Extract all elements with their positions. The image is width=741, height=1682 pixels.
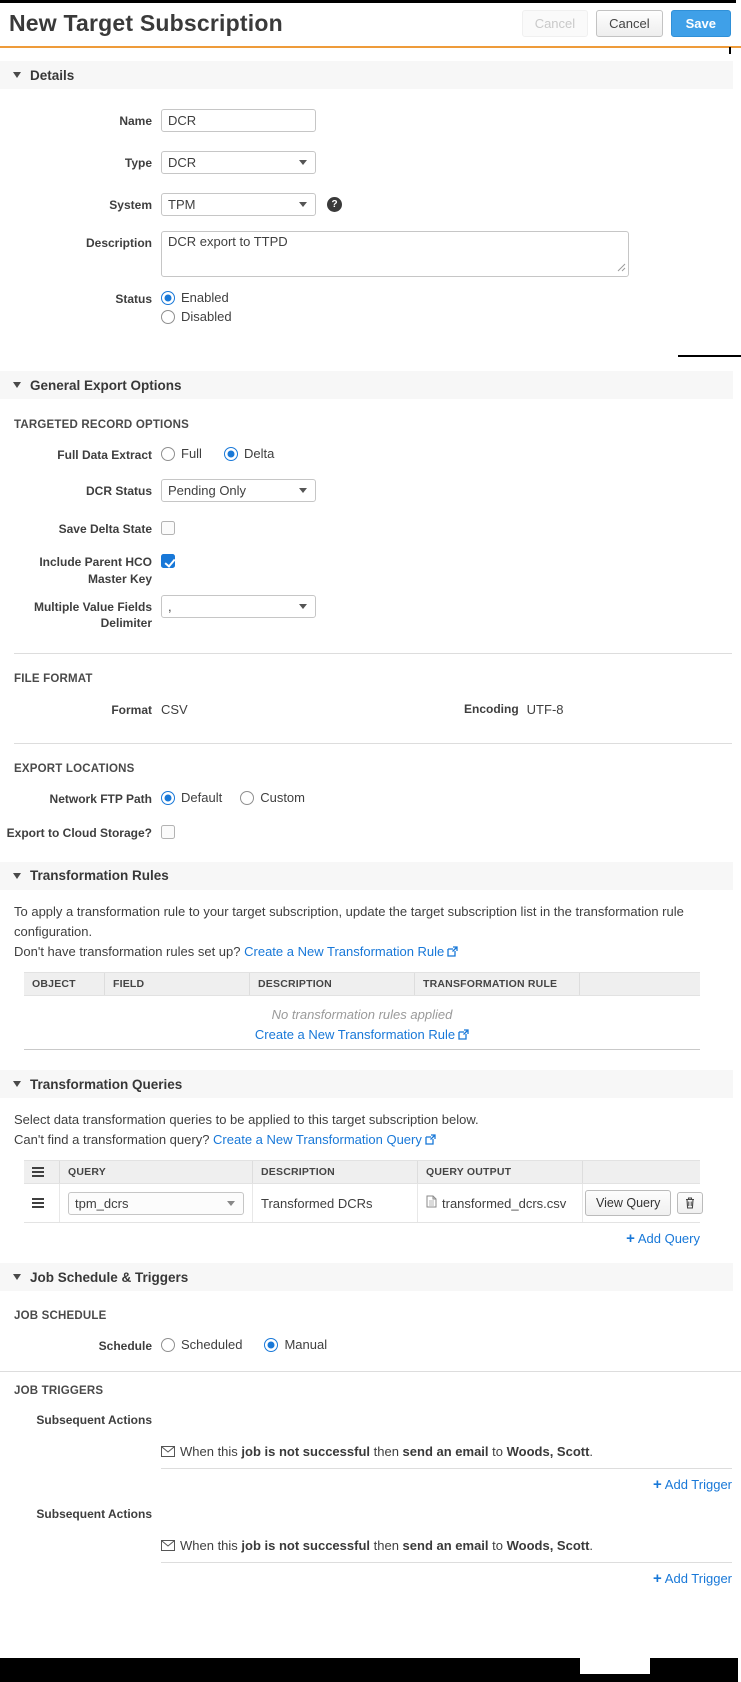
rules-col-description: DESCRIPTION [250,973,415,995]
rules-empty-text: No transformation rules applied [271,1007,453,1023]
save-delta-state-row [0,521,741,537]
divider [0,1371,741,1372]
screenshot-artifact-dash [678,355,741,357]
section-transformation-rules-title: Transformation Rules [30,868,169,884]
queries-col-actions [583,1161,700,1183]
section-transformation-rules[interactable] [0,862,733,890]
encoding-label: Encoding [464,702,519,717]
delimiter-select[interactable] [161,595,316,618]
manual-radio-label: Manual [284,1337,328,1353]
trigger-row: When this job is not successful then send an email to Woods, Scott. [161,1538,741,1553]
cloud-storage-label: Export to Cloud Storage? [6,825,152,840]
screenshot-artifact-white-edge [737,1658,741,1682]
dcr-status-label: DCR Status [85,484,152,499]
trash-icon [685,1197,695,1209]
query-output-cell [418,1184,583,1222]
query-select-value: tpm_dcrs [75,1195,129,1211]
cancel-button-disabled: Cancel [522,10,588,37]
file-format-row [0,702,741,718]
rules-col-field: FIELD [105,973,250,995]
status-row [0,290,741,324]
divider [161,1562,732,1563]
status-enabled-label: Enabled [181,290,229,305]
chevron-down-icon [13,72,21,78]
screenshot-top-edge [0,0,736,3]
delimiter-select-value: , [168,598,172,614]
queries-col-output: QUERY OUTPUT [418,1161,583,1183]
external-link-icon [458,1028,469,1043]
system-select[interactable] [161,193,316,216]
transformation-rules-intro [14,902,727,963]
cloud-storage-checkbox[interactable] [161,825,175,839]
name-label: Name [119,114,152,128]
chevron-down-icon [299,604,307,609]
format-label: Format [111,703,152,718]
rules-empty-state [24,996,700,1050]
full-data-extract-row [0,446,741,463]
subsequent-actions-label: Subsequent Actions [36,1506,152,1521]
chevron-down-icon [13,873,21,879]
job-triggers-heading: JOB TRIGGERS [14,1384,104,1397]
schedule-row [0,1337,741,1354]
job-schedule-heading: JOB SCHEDULE [14,1310,107,1323]
queries-intro-line1: Select data transformation queries to be applied to this target subscription below. [14,1112,479,1128]
query-description-cell: Transformed DCRs [253,1184,418,1222]
description-label: Description [85,236,152,250]
queries-col-query: QUERY [60,1161,253,1183]
row-drag-handle[interactable] [24,1184,60,1222]
rules-col-rule: TRANSFORMATION RULE [415,973,580,995]
include-parent-hco-row [0,554,741,586]
external-link-icon [425,1131,436,1151]
delimiter-label: Multiple Value Fields Delimiter [33,599,152,630]
status-disabled-label: Disabled [181,309,232,324]
chevron-down-icon [299,202,307,207]
manual-radio[interactable] [264,1338,278,1352]
rules-col-object: OBJECT [24,973,105,995]
description-row [0,231,741,277]
ftp-default-label: Default [181,790,223,806]
export-locations-heading: EXPORT LOCATIONS [14,763,135,776]
section-details[interactable] [0,61,733,89]
queries-col-description: DESCRIPTION [253,1161,418,1183]
drag-handle-icon [24,1161,60,1183]
header-actions [522,10,731,37]
ftp-custom-radio[interactable] [240,791,254,805]
external-link-icon [447,943,458,963]
dcr-status-select-value: Pending Only [168,483,247,499]
ftp-custom-label: Custom [260,790,305,806]
system-select-value: TPM [168,197,196,212]
network-ftp-path-label: Network FTP Path [49,792,152,807]
full-radio-label: Full [181,446,202,461]
status-label: Status [115,292,152,306]
encoding-value: UTF-8 [526,702,564,718]
section-job-schedule-triggers[interactable] [0,1263,733,1291]
page-title: New Target Subscription [9,10,283,36]
chevron-down-icon [13,1274,21,1280]
screenshot-artifact-tick [729,47,731,54]
trigger-row: When this job is not successful then send an email to Woods, Scott. [161,1444,741,1459]
queries-table-header [24,1160,700,1184]
section-details-title: Details [30,67,75,83]
system-row [0,193,741,216]
subsequent-actions-label: Subsequent Actions [36,1412,152,1427]
resize-handle-icon[interactable] [617,263,626,272]
schedule-label: Schedule [98,1339,152,1354]
chevron-down-icon [299,488,307,493]
scheduled-radio-label: Scheduled [181,1337,243,1353]
ftp-default-radio[interactable] [161,791,175,805]
section-transformation-queries-title: Transformation Queries [30,1076,183,1092]
include-parent-hco-checkbox[interactable] [161,554,175,568]
add-trigger-link[interactable]: + Add Trigger [653,1569,732,1587]
save-delta-state-label: Save Delta State [58,522,152,537]
divider [14,653,732,654]
screenshot-artifact-white-box [580,1658,650,1674]
name-input[interactable] [161,109,316,132]
file-icon [426,1195,437,1211]
type-row [0,151,741,174]
format-value: CSV [161,702,188,718]
cloud-storage-row [0,825,741,841]
screenshot-bottom-edge [0,1658,741,1682]
chevron-down-icon [227,1201,235,1206]
system-label: System [109,198,152,212]
type-select-value: DCR [168,155,197,170]
save-delta-state-checkbox[interactable] [161,521,175,535]
transformation-rules-table [24,972,700,1050]
create-transformation-rule-link-2[interactable]: Create a New Transformation Rule [255,1027,469,1043]
delta-radio-label: Delta [243,446,275,461]
file-format-heading: FILE FORMAT [14,673,93,686]
add-trigger-link[interactable]: + Add Trigger [653,1475,732,1493]
dcr-status-row [0,479,741,502]
envelope-icon [161,1446,175,1457]
dcr-status-select[interactable] [161,479,316,502]
full-radio[interactable] [161,447,175,461]
type-label: Type [124,156,152,170]
help-icon[interactable] [327,197,342,212]
description-textarea[interactable] [161,231,629,277]
divider [161,1468,732,1469]
full-data-extract-label: Full Data Extract [57,448,152,462]
create-transformation-rule-link[interactable]: Create a New Transformation Rule [244,944,458,959]
query-table-row [24,1184,700,1223]
network-ftp-path-row [0,790,741,807]
chevron-down-icon [13,1081,21,1087]
delimiter-row [0,595,741,631]
rules-col-actions [580,973,700,995]
transformation-queries-table [24,1160,700,1223]
query-select[interactable] [68,1192,244,1215]
scheduled-radio[interactable] [161,1338,175,1352]
page-header [0,0,741,48]
name-row [0,109,741,132]
chevron-down-icon [13,382,21,388]
section-job-schedule-title: Job Schedule & Triggers [30,1269,189,1285]
queries-intro-line2: Can't find a transformation query? [14,1132,210,1148]
create-transformation-query-link[interactable]: Create a New Transformation Query [213,1132,436,1147]
section-general-export-options[interactable] [0,371,733,399]
delete-query-button[interactable] [677,1192,703,1214]
section-general-export-title: General Export Options [30,377,182,393]
type-select[interactable] [161,151,316,174]
rules-table-header [24,972,700,996]
status-disabled-radio[interactable] [161,310,175,324]
chevron-down-icon [299,160,307,165]
drag-handle-icon [32,1202,44,1204]
transformation-queries-intro [14,1110,727,1151]
envelope-icon [161,1540,175,1551]
add-query-link[interactable]: + Add Query [626,1230,700,1248]
plus-icon: + [653,1569,662,1587]
divider [14,743,732,744]
delta-radio[interactable] [224,447,238,461]
plus-icon: + [626,1230,635,1248]
status-enabled-radio[interactable] [161,291,175,305]
rules-intro-line2: Don't have transformation rules set up? [14,943,241,959]
plus-icon: + [653,1475,662,1493]
include-parent-hco-label: Include Parent HCO Master Key [39,555,152,586]
rules-intro-line1: To apply a transformation rule to your target subscription, update the target subscription list in the transformation rule configuration. [14,903,684,939]
section-transformation-queries[interactable] [0,1070,733,1098]
view-query-button[interactable]: View Query [585,1190,671,1216]
query-output-filename: transformed_dcrs.csv [442,1195,567,1211]
cancel-button[interactable]: Cancel [596,10,662,37]
targeted-record-options-heading: TARGETED RECORD OPTIONS [14,419,189,431]
save-button[interactable]: Save [671,10,731,37]
